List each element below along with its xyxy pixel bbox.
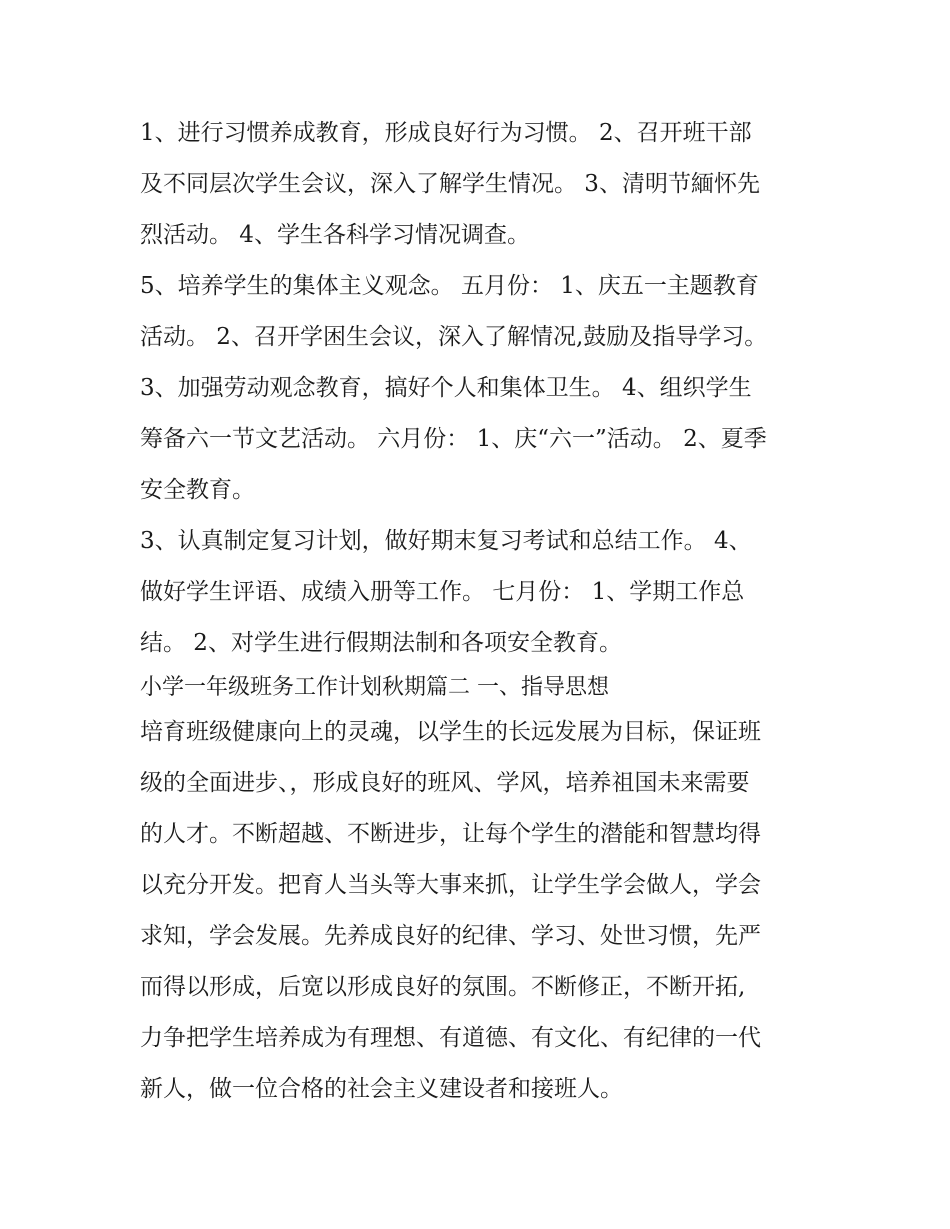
text-line: 活动。 2、召开学困生会议，深入了解情况,鼓励及指导学习。	[140, 324, 768, 350]
text-line: 以充分开发。把育人当头等大事来抓，让学生学会做人，学会	[140, 872, 761, 898]
section-heading: 小学一年级班务工作计划秋期篇二 一、指导思想	[140, 675, 609, 700]
document-content	[140, 108, 820, 1115]
text-line: 3、加强劳动观念教育，搞好个人和集体卫生。 4、组织学生	[140, 375, 752, 401]
text-line: 筹备六一节文艺活动。 六月份： 1、庆“六一”活动。 2、夏季	[140, 426, 767, 452]
text-line: 安全教育。	[140, 477, 255, 503]
text-line: 结。 2、对学生进行假期法制和各项安全教育。	[140, 630, 622, 656]
paragraph-plan-months	[140, 108, 820, 669]
text-line: 力争把学生培养成为有理想、有道德、有文化、有纪律的一代	[140, 1025, 761, 1051]
text-line: 新人，做一位合格的社会主义建设者和接班人。	[140, 1076, 623, 1102]
text-line: 及不同层次学生会议，深入了解学生情况。 3、清明节緬怀先	[140, 171, 760, 197]
text-line: 5、培养学生的集体主义观念。 五月份： 1、庆五一主题教育	[140, 273, 759, 299]
paragraph-guiding-ideas	[140, 707, 820, 1115]
text-line: 烈活动。 4、学生各科学习情况调查。	[140, 222, 530, 248]
text-line: 3、认真制定复习计划，做好期末复习考试和总结工作。 4、	[140, 528, 752, 554]
text-line: 而得以形成，后宽以形成良好的氛围。不断修正，不断开拓,	[140, 974, 746, 1000]
text-line: 1、进行习惯养成教育，形成良好行为习惯。 2、召开班干部	[140, 120, 752, 146]
text-line: 求知，学会发展。先养成良好的纪律、学习、处世习惯，先严	[140, 923, 761, 949]
text-line: 的人才。不断超越、不断进步，让每个学生的潜能和智慧均得	[140, 821, 761, 847]
text-line: 级的全面进步、，形成良好的班风、学风，培养祖国未来需要	[140, 770, 750, 796]
text-line: 培育班级健康向上的灵魂，以学生的长远发展为目标，保证班	[140, 719, 761, 745]
text-line: 做好学生评语、成绩入册等工作。 七月份： 1、学期工作总	[140, 579, 745, 605]
